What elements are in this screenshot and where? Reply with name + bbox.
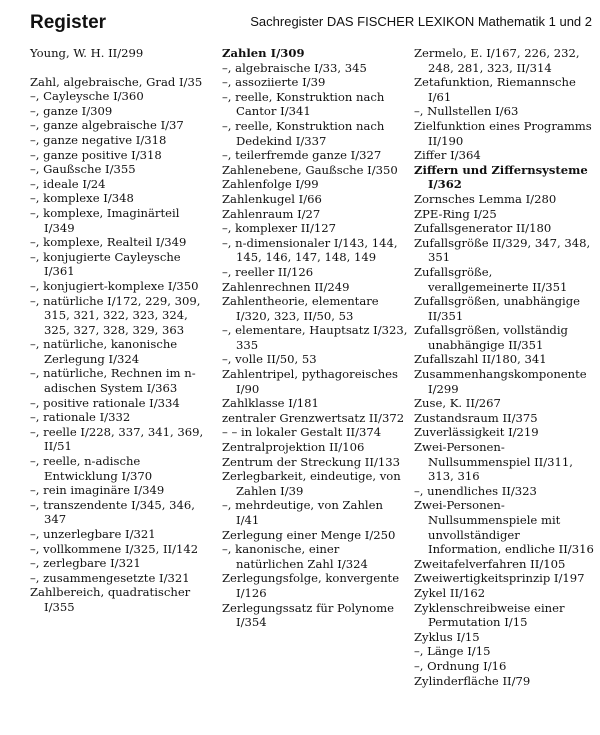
index-entry: Zahlentheorie, elementare I/320, 323, II/50, 53 <box>222 294 379 323</box>
index-entry: –, konjugiert-komplexe I/350 <box>30 278 199 293</box>
index-entry: –, komplexe, Realteil I/349 <box>30 235 187 250</box>
index-entry: Zwei-Personen-Nullsummenspiele mit unvollständiger Information, endliche II/316 <box>414 498 594 557</box>
index-entry: Zuverlässigkeit I/219 <box>414 425 539 440</box>
index-entry: Zahlentripel, pythagoreisches I/90 <box>222 367 398 396</box>
index-entry: Zermelo, E. I/167, 226, 232, 248, 281, 323, II/314 <box>414 46 580 75</box>
index-entry: –, elementare, Hauptsatz I/323, 335 <box>222 323 408 352</box>
index-entry: –, n-dimensionaler I/143, 144, 145, 146, 147, 148, 149 <box>222 235 398 265</box>
index-entry: Young, W. H. II/299 <box>30 46 144 60</box>
index-entry: Zetafunktion, Riemannsche I/61 <box>414 75 576 104</box>
index-entry: –, volle II/50, 53 <box>222 352 317 367</box>
index-entry: Zerlegbarkeit, eindeutige, von Zahlen I/39 <box>222 469 401 498</box>
index-entry: –, Nullstellen I/63 <box>414 104 519 119</box>
index-entry: –, reeller II/126 <box>222 264 314 279</box>
index-entry: –, algebraische I/33, 345 <box>222 60 367 75</box>
index-entry: Zahlklasse I/181 <box>222 396 319 411</box>
index-entry: Zerlegung einer Menge I/250 <box>222 527 396 542</box>
index-entry: –, positive rationale I/334 <box>30 395 180 410</box>
index-entry: Zornsches Lemma I/280 <box>414 191 557 206</box>
index-entry: zentraler Grenzwertsatz II/372 <box>222 410 405 425</box>
index-entry: –, reelle, n-adische Entwicklung I/370 <box>30 454 153 483</box>
running-head: Sachregister DAS FISCHER LEXIKON Mathematik 1 und 2 <box>250 14 592 29</box>
index-entry: Zahlbereich, quadratischer I/355 <box>30 585 191 614</box>
index-entry: ZPE-Ring I/25 <box>414 206 497 221</box>
index-entry: Zufallsgröße II/329, 347, 348, 351 <box>414 235 591 265</box>
index-entry: –, natürliche, Rechnen im n-adischen System I/363 <box>30 366 196 396</box>
index-entry: Zusammenhangskomponente I/299 <box>414 367 587 396</box>
index-entry: –, assoziierte I/39 <box>222 75 326 90</box>
index-entry: –, vollkommene I/325, II/142 <box>30 541 199 556</box>
index-entry: Zweiwertigkeitsprinzip I/197 <box>414 571 585 586</box>
index-entry: –, zerlegbare I/321 <box>30 556 141 571</box>
index-entry: –, ideale I/24 <box>30 176 106 191</box>
index-entry: –, ganze negative I/318 <box>30 132 167 147</box>
index-entry: Zahlen I/309 <box>222 46 305 60</box>
index-entry: Zerlegungssatz für Polynome I/354 <box>222 600 394 630</box>
index-entry: –, natürliche, kanonische Zerlegung I/324 <box>30 337 178 366</box>
index-entry: –, ganze algebraische I/37 <box>30 118 184 133</box>
index-entry: Zahlenkugel I/66 <box>222 191 322 206</box>
index-entry: Zufallsgrößen, unabhängige II/351 <box>414 294 581 323</box>
index-entry: –, komplexe I/348 <box>30 191 134 206</box>
index-entry: Zufallsgrößen, vollständig unabhängige II/351 <box>414 323 568 352</box>
index-entry: Zahlenrechnen II/249 <box>222 279 350 294</box>
index-entry: Zweitafelverfahren II/105 <box>414 556 566 571</box>
index-entry: Ziffer I/364 <box>414 148 481 163</box>
index-entry: Zahlenfolge I/99 <box>222 177 319 192</box>
index-entry: Zyklenschreibweise einer Permutation I/15 <box>414 600 565 630</box>
index-entry: –, mehrdeutige, von Zahlen I/41 <box>222 498 383 527</box>
index-entry: Zufallsgenerator II/180 <box>414 221 552 236</box>
index-entry: Zylinderfläche II/79 <box>414 673 531 688</box>
page-title: Register <box>30 12 107 33</box>
index-entry: Zentrum der Streckung II/133 <box>222 454 400 469</box>
index-entry: Zahl, algebraische, Grad I/35 <box>30 74 203 89</box>
index-entry: – – in lokaler Gestalt II/374 <box>222 425 382 440</box>
index-entry: Zustandsraum II/375 <box>414 410 538 425</box>
index-entry: Zahlenebene, Gaußsche I/350 <box>222 162 398 177</box>
index-entry: –, reelle, Konstruktion nach Dedekind I/337 <box>222 118 385 148</box>
index-entry: –, ganze I/309 <box>30 103 113 118</box>
index-entry: –, teilerfremde ganze I/327 <box>222 148 382 163</box>
index-entry: Zielfunktion eines Programms II/190 <box>414 118 592 148</box>
index-entry: –, rein imaginäre I/349 <box>30 483 165 498</box>
index-entry: Zahlenraum I/27 <box>222 206 321 221</box>
index-entry: –, kanonische, einer natürlichen Zahl I/324 <box>222 542 368 571</box>
index-column-1 <box>30 46 210 615</box>
index-entry: –, reelle I/228, 337, 341, 369, II/51 <box>30 424 204 454</box>
index-entry: Zentralprojektion II/106 <box>222 440 365 455</box>
index-entry: –, Ordnung I/16 <box>414 658 507 673</box>
index-entry: –, unendliches II/323 <box>414 483 537 498</box>
index-entry: –, reelle, Konstruktion nach Cantor I/341 <box>222 89 385 119</box>
index-entry: –, Länge I/15 <box>414 644 491 659</box>
entry-spacer <box>30 61 210 75</box>
index-entry: Zufallszahl II/180, 341 <box>414 352 547 367</box>
index-entry: –, transzendente I/345, 346, 347 <box>30 497 195 527</box>
index-entry: –, zusammengesetzte I/321 <box>30 570 190 585</box>
index-entry: Zykel II/162 <box>414 585 486 600</box>
index-entry: Zerlegungsfolge, konvergente I/126 <box>222 571 400 600</box>
index-entry: Ziffern und Ziffernsysteme I/362 <box>414 162 588 192</box>
index-entry: –, Gaußsche I/355 <box>30 162 136 177</box>
index-entry: –, komplexer II/127 <box>222 221 336 236</box>
index-entry: Zyklus I/15 <box>414 629 480 644</box>
index-entry: Zwei-Personen-Nullsummenspiel II/311, 313, 316 <box>414 440 573 484</box>
index-entry: –, unzerlegbare I/321 <box>30 527 156 541</box>
index-entry: –, konjugierte Cayleysche I/361 <box>30 249 181 279</box>
index-entry: Zufallsgröße, verallgemeinerte II/351 <box>414 264 568 294</box>
index-entry: Zuse, K. II/267 <box>414 396 501 411</box>
index-entry: –, rationale I/332 <box>30 410 131 425</box>
index-column-3 <box>414 46 596 688</box>
index-column-2 <box>222 46 408 630</box>
index-entry: –, ganze positive I/318 <box>30 147 162 162</box>
index-entry: –, komplexe, Imaginärteil I/349 <box>30 205 180 235</box>
index-entry: –, Cayleysche I/360 <box>30 89 144 104</box>
index-entry: –, natürliche I/172, 229, 309, 315, 321, 322, 323, 324, 325, 327, 328, 329, 363 <box>30 293 201 337</box>
